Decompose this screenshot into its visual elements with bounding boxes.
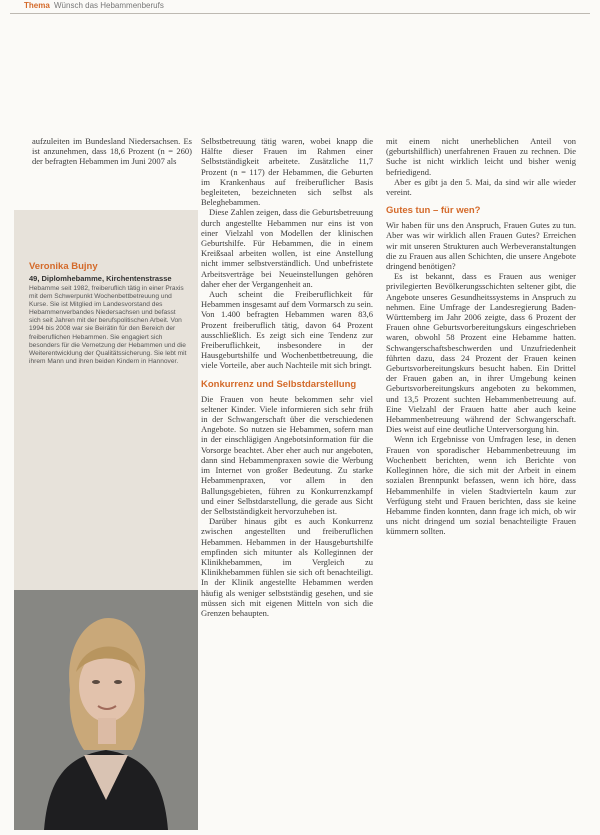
portrait-illustration [14, 590, 198, 830]
paragraph: aufzuleiten im Bundesland Niedersachsen. Es ist anzunehmen, dass 18,6 Prozent (n = 260) der befragten Hebammen im Juni 2007 als [32, 136, 192, 167]
author-profile-box [14, 210, 198, 590]
paragraph: Diese Zahlen zeigen, dass die Geburtsbetreuung durch angestellte Hebammen nur eins ist von einer Vielzahl von Modellen der klinischen Geburtshilfe. Für Hebammen, die in einem Kreißsaal arbeiten wollen, ist eine Anstellung nicht immer selbstverständlich. Und unbefristete Arbeitsverträge bei Neueinstellungen gehören daher eher der Vergangenheit an. [201, 207, 373, 289]
paragraph: Es ist bekannt, dass es Frauen aus weniger privilegierten Bevölkerungsschichten seltener gibt, die Angebote unseres Gesundheitssystems in Anspruch zu nehmen. Eine Umfrage der Landesregierung Baden-Württemberg im Jahr 2006 zeigte, dass 6 Prozent der Frauen ohne Geburtsvorbereitungskurs eingeschrieben waren, obwohl 58 Prozent eine Hebamme hatten. Schwangerschaftsbeschwerden und Unzufriedenheit führten dazu, dass 24 Prozent der Frauen keinen Geburtsvorbereitungskurs besucht haben. Ein Drittel der Frauen gaben an, in ihrer Umgebung keinen Geburtsvorbereitungskurs angeboten zu bekommen, und 13,5 Prozent suchten Hebammenbetreuung auf. Eine Vielzahl der Frauen hatte aber auch keine Hebammenbetreuung während der Schwangerschaft. Dies weist auf eine deutliche Unterversorgung hin. [386, 271, 576, 435]
running-header [10, 0, 590, 14]
paragraph: Die Frauen von heute bekommen sehr viel seltener Kinder. Viele informieren sich sehr früh in der Schwangerschaft über die verschiedenen Angebote. So nutzen sie Hebammen, sofern man in der einschlägigen Angebotsinformation für die Vorsorge beachtet. Aber eher auch nur angeboten, dann sind Hebammenpraxen sowie die Werbung im Internet von großer Bedeutung. Zu starke Hebammenpraxen, vor allem in den Ballungsgebieten, führen zu Konkurrenzkampf und einer Selbstdarstellung, die gerade aus Sicht der Selbstständigkeit hervorzuheben ist. [201, 393, 373, 516]
text-column-2 [201, 136, 373, 826]
author-bio: Hebamme seit 1982, freiberuflich tätig in einer Praxis mit dem Schwerpunkt Wochenbettbetreuung und Kurse. Sie ist Mitglied im Landesvorstand des Hebammenverbandes Niedersachsen und befasst sich seit Jahren mit der berufspolitischen Arbeit. Von 1994 bis 2008 war sie Beirätin für den Bereich der freiberuflichen Hebammen. Sie engagiert sich besonders für die Vernetzung der Hebammen und die Weiterentwicklung der Qualitätssicherung. Sie lebt mit ihrem Mann und ihren beiden Kindern in Hannover. [29, 285, 187, 365]
paragraph: Selbstbetreuung tätig waren, wobei knapp die Hälfte dieser Frauen im Rahmen einer Selbstständigkeit arbeitete. Zusätzliche 11,7 Prozent (n = 117) der Hebammen, die Geburten im Krankenhaus auf freiberuflicher Basis begleiteten, bezeichneten sich selbst als Beleghebammen. [201, 136, 373, 208]
paragraph: Aber es gibt ja den 5. Mai, da sind wir alle wieder vereint. [386, 176, 576, 198]
text-column-1 [32, 136, 192, 167]
paragraph: Wenn ich Ergebnisse von Umfragen lese, in denen Frauen von sporadischer Hebammenbetreuung im Wochenbett berichten, wenn ich Berichte von Kolleginnen höre, die sich mit der Arbeit in einem sozialen Brennpunkt befassen, wenn ich höre, dass Hebammenhilfe in vielen Stadtvierteln kaum zur Verfügung steht und Frauen berichten, dass sie keine Hebamme finden konnten, dann frage ich mich, ob wir uns nicht dringend um sozial benachteiligte Frauen kümmern sollten. [386, 434, 576, 537]
author-name: Veronika Bujny [29, 261, 98, 272]
text-column-3 [386, 136, 576, 826]
section-heading: Gutes tun – für wen? [386, 205, 481, 217]
author-role: 49, Diplomhebamme, Kirchentenstrasse [29, 274, 172, 283]
paragraph: Wir haben für uns den Anspruch, Frauen Gutes zu tun. Aber was wir wirklich allen Frauen Gutes? Erreichen wir mit unseren Strukturen auch Werbeveranstaltungen die zu Frauen aus allen Schichten, die unsere Angebote dringend benötigen? [386, 220, 576, 272]
paragraph: Darüber hinaus gibt es auch Konkurrenz zwischen angestellten und freiberuflichen Hebammen. Hebammen in der Hausgeburtshilfe empfinden sich mitunter als Kolleginnen der Klinikhebammen, im Vergleich zu Klinikhebammen fühlen sie sich oft benachteiligt. In der Klinik angestellte Hebammen werden häufig als weniger selbstständig gesehen, und sie müssen sich mit eigenen Mitteln von sich die Grenzen behaupten. [201, 516, 373, 618]
header-article-title: Wünsch das Hebammenberufs [54, 1, 164, 10]
header-section-label: Thema [24, 1, 50, 10]
section-heading: Konkurrenz und Selbstdarstellung [201, 378, 357, 390]
paragraph: Auch scheint die Freiberuflichkeit für Hebammen insgesamt auf dem Vormarsch zu sein. Von 1.400 befragten Hebammen waren 83,6 Prozent freiberuflich tätig, davon 64 Prozent ausschließlich. Es zeigt sich eine Tendenz zur Freiberuflichkeit, insbesondere in der Hausgeburtshilfe und Wochenbettbetreuung, die viele Vorteile, aber auch Nachteile mit sich bringt. [201, 289, 373, 371]
paragraph: mit einem nicht unerheblichen Anteil von (geburtshilflich) unerfahrenen Frauen zu rechnen. Die Suche ist nicht wirklich leicht und bisher wenig befriedigend. [386, 136, 576, 177]
author-photo [14, 590, 198, 830]
